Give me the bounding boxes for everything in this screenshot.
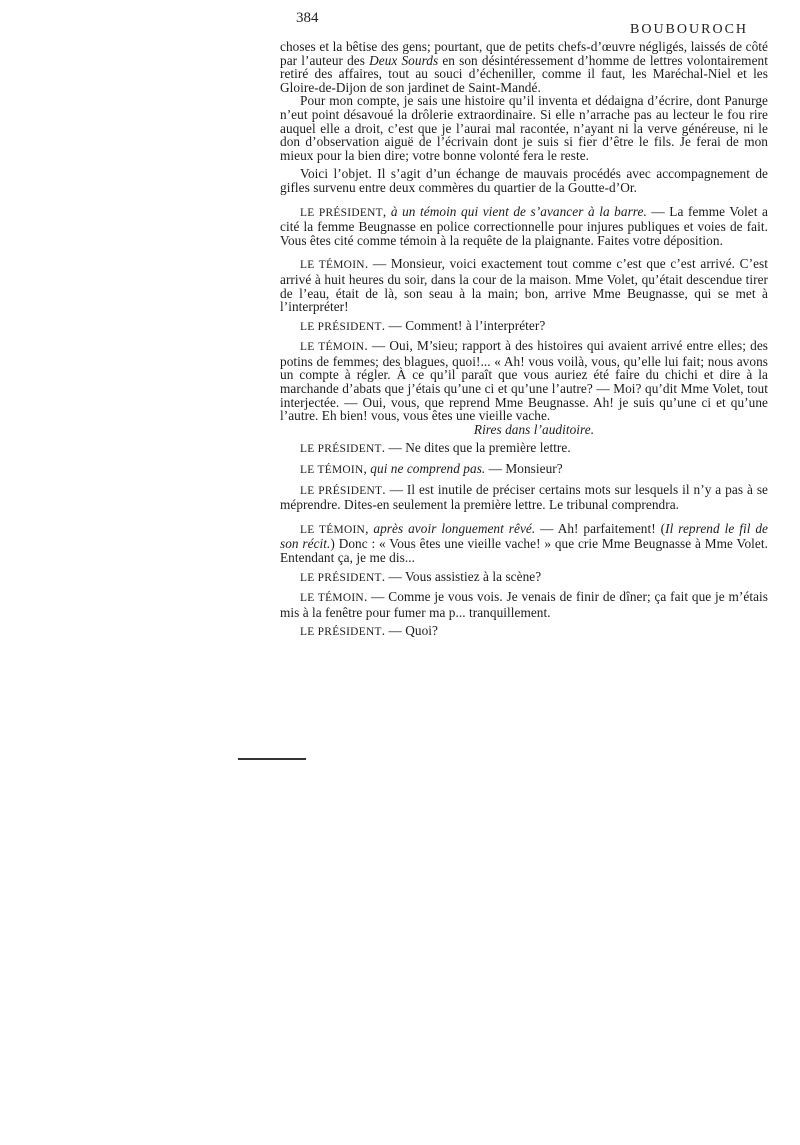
page-number: 384 bbox=[296, 10, 319, 26]
speaker-label: LE TÉMOIN bbox=[300, 341, 365, 354]
speaker-label: LE TÉMOIN bbox=[300, 592, 364, 605]
speaker-label: LE PRÉSIDENT bbox=[300, 626, 382, 639]
stage-direction: Rires dans l’auditoire. bbox=[473, 421, 595, 437]
dialogue-line: LE TÉMOIN, après avoir longuement rêvé. — Ah! parfaitement! (Il reprend le fil de son récit.) Donc : « Vous êtes une vieille vache! » que crie Mme Beugnasse à Mme Volet. Entendant ça, je me dis... bbox=[280, 520, 769, 565]
speaker-label: LE TÉMOIN bbox=[300, 259, 365, 272]
footnote-rule bbox=[238, 758, 306, 760]
dialogue-line: LE TÉMOIN. — Comme je vous vois. Je venais de finir de dîner; ça fait que je m’étais mis à la fenêtre pour fumer ma p... tranquillement. bbox=[280, 589, 768, 620]
continued-paragraph: choses et la bêtise des gens; pourtant, que de petits chefs-d’œuvre négligés, laissés de côté par l’auteur des Deux Sourds en son désintéressement d’homme de lettres volontairement retiré des affaires, tout au souci d’écheniller, comme il faut, les Maréchal-Niel et les Gloire-de-Dijon de son jardinet de Saint-Mandé. bbox=[280, 39, 768, 95]
speaker-label: LE TÉMOIN bbox=[300, 464, 364, 477]
dialogue-line: LE PRÉSIDENT. — Comment! à l’interpréter? bbox=[300, 317, 546, 333]
dialogue-line: LE TÉMOIN, qui ne comprend pas. — Monsieur? bbox=[300, 461, 563, 477]
stage-note: Il reprend le fil de son récit. bbox=[280, 520, 769, 552]
speaker-label: LE TÉMOIN bbox=[300, 523, 366, 536]
body-text bbox=[280, 40, 768, 640]
stage-note: à un témoin qui vient de s’avancer à la barre. bbox=[390, 203, 647, 219]
speaker-label: LE PRÉSIDENT bbox=[300, 206, 383, 219]
paragraph-pour-mon-compte: Pour mon compte, je sais une histoire qu’il inventa et dédaigna d’écrire, dont Panurge n’eut point désavoué la drôlerie extraordinaire. Si elle n’arrache pas au lecteur le fou rire auquel elle a droit, c’est que je l’aurai mal racontée, n’ayant ni la verve généreuse, ni le don d’observation aiguë de l’écrivain dont je suis si fier d’être le fils. Je ferai de mon mieux pour la bien dire; votre bonne volonté fera le reste. bbox=[280, 93, 768, 163]
stage-note: après avoir longuement rêvé. bbox=[373, 520, 536, 536]
dialogue-line: LE PRÉSIDENT. — Il est inutile de préciser certains mots sur lesquels il n’y a pas à se méprendre. Dites-en seulement la première lettre. Le tribunal comprendra. bbox=[280, 481, 768, 513]
dialogue-line: LE TÉMOIN. — Monsieur, voici exactement tout comme c’est que c’est arrivé. C’est arrivé à huit heures du soir, dans la cour de la maison. Mme Volet, qu’était descendue tirer de l’eau, était de là, son seau à la main; bon, arrive Mme Beugnasse, qui se met à l’interpréter! bbox=[280, 256, 769, 315]
speaker-label: LE PRÉSIDENT bbox=[300, 320, 382, 333]
work-title: Deux Sourds bbox=[369, 52, 439, 68]
dialogue-line: LE PRÉSIDENT. — Ne dites que la première lettre. bbox=[300, 440, 571, 456]
paragraph-voici-objet: Voici l’objet. Il s’agit d’un échange de mauvais procédés avec accompagnement de gifles survenu entre deux commères du quartier de la Goutte-d’Or. bbox=[280, 166, 768, 195]
dialogue-line: LE PRÉSIDENT, à un témoin qui vient de s’avancer à la barre. — La femme Volet a cité la femme Beugnasse en police correctionnelle pour injures publiques et voies de fait. Vous êtes cité comme témoin à la requête de la plaignante. Faites votre déposition. bbox=[280, 203, 768, 248]
dialogue-line: LE TÉMOIN. — Oui, M’sieu; rapport à des histoires qui avaient arrivé entre elles; des potins de femmes; des blagues, quoi!... « Ah! vous voilà, vous, qu’elle lui fait; nous avons un compte à régler. À ce qu’il paraît que vous auriez été faire du chichi et dire à la marchande d’abats que j’étais qu’une ci et qu’une l’autre? — Moi? qu’dit Mme Volet, tout interjectée. — Oui, vous, que reprend Mme Beugnasse. Ah! je suis qu’une ci et qu’une l’autre. Eh bien! vous, vous êtes une vieille vache. bbox=[280, 338, 768, 424]
dialogue-line: LE PRÉSIDENT. — Quoi? bbox=[300, 623, 438, 639]
speaker-label: LE PRÉSIDENT bbox=[300, 484, 383, 497]
stage-note: qui ne comprend pas. bbox=[370, 461, 486, 477]
running-head: BOUBOUROCH bbox=[630, 22, 749, 37]
speaker-label: LE PRÉSIDENT bbox=[300, 571, 382, 584]
dialogue-line: LE PRÉSIDENT. — Vous assistiez à la scène? bbox=[300, 568, 542, 584]
speaker-label: LE PRÉSIDENT bbox=[300, 443, 382, 456]
